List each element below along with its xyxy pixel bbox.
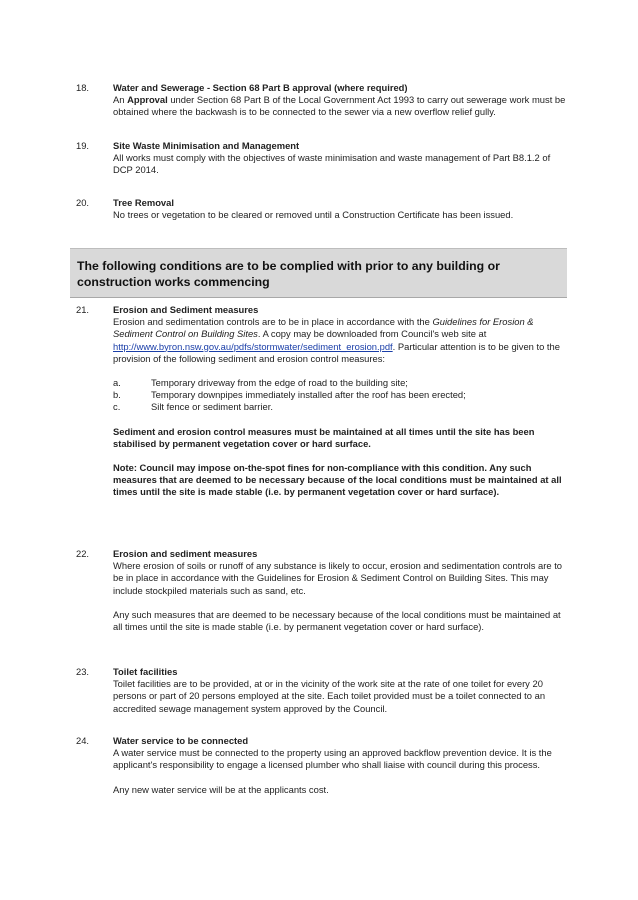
fines-note: Note: Council may impose on-the-spot fines for non-compliance with this condition. Any such measures that are deemed to be necessary because of the local conditions must be maintained at all times until the site is made stable (i.e. by permanent vegetation cover or hard surface). [113,462,562,498]
condition-number: 20. [76,197,90,208]
condition-18 [76,82,566,119]
condition-number: 18. [76,82,90,93]
condition-text: Erosion and sedimentation controls are to be in place in accordance with the Guidelines for Erosion & Sediment Control on Building Sites. A copy may be downloaded from Council's web site at http://www.byron.nsw.gov.au/pdfs/stormwater/sediment_erosion.pdf. Particular attention is to be given to the provision of the following sediment and erosion control measures: [113,316,560,364]
list-item: a. Temporary driveway from the edge of road to the building site; [113,377,408,389]
condition-text: Any new water service will be at the applicants cost. [113,783,329,795]
condition-number: 24. [76,735,90,746]
guidelines-link[interactable]: http://www.byron.nsw.gov.au/pdfs/stormwater/sediment_erosion.pdf [113,340,393,352]
condition-title: Site Waste Minimisation and Management [113,140,300,151]
condition-23 [76,666,566,715]
condition-text: Toilet facilities are to be provided, at or in the vicinity of the work site at the rate of one toilet for every 20 persons or part of 20 persons employed at the site. Each toilet provided must be a toilet connected to an accredited sewage management system approved by the Council. [113,678,546,714]
condition-text: Any such measures that are deemed to be necessary because of the local conditions must be maintained at all times until the site is made stable (i.e. by permanent vegetation cover or hard surface). [113,608,561,633]
condition-text: All works must comply with the objectives of waste minimisation and waste management of Part B8.1.2 of DCP 2014. [113,152,551,176]
condition-number: 23. [76,666,90,677]
maintenance-notice: Sediment and erosion control measures must be maintained at all times until the site has been stabilised by permanent vegetation cover or hard surface. [113,425,535,449]
condition-text: Where erosion of soils or runoff of any substance is likely to occur, erosion and sedimentation controls are to be in place in accordance with the Guidelines for Erosion & Sediment Control on Building Sites. This may include stockpiled materials such as sand, etc. [113,560,563,596]
condition-number: 21. [76,304,90,315]
list-item: c. Silt fence or sediment barrier. [113,401,273,413]
section-banner [70,248,567,298]
measures-list [113,377,566,414]
condition-title: Water and Sewerage - Section 68 Part B approval (where required) [113,82,408,93]
condition-24 [76,735,566,796]
condition-title: Tree Removal [113,197,174,208]
condition-number: 22. [76,548,90,559]
condition-21 [76,304,566,499]
condition-text: An Approval under Section 68 Part B of the Local Government Act 1993 to carry out sewerage work must be obtained where the backwash is to be connected to the sewer via a new overflow relief gully. [113,94,566,118]
condition-title: Erosion and Sediment measures [113,304,259,315]
condition-title: Water service to be connected [113,735,249,746]
list-item: b. Temporary downpipes immediately installed after the roof has been erected; [113,389,466,401]
condition-title: Toilet facilities [113,666,178,677]
section-heading: The following conditions are to be complied with prior to any building or construction works commencing [77,259,500,289]
condition-title: Erosion and sediment measures [113,548,258,559]
condition-20 [76,197,566,221]
condition-number: 19. [76,140,90,151]
condition-text: A water service must be connected to the property using an approved backflow prevention device. It is the applicant's responsibility to engage a licensed plumber who shall liaise with council during this process. [113,747,552,771]
condition-19 [76,140,566,177]
condition-text: No trees or vegetation to be cleared or removed until a Construction Certificate has been issued. [113,209,514,221]
condition-22 [76,548,566,633]
